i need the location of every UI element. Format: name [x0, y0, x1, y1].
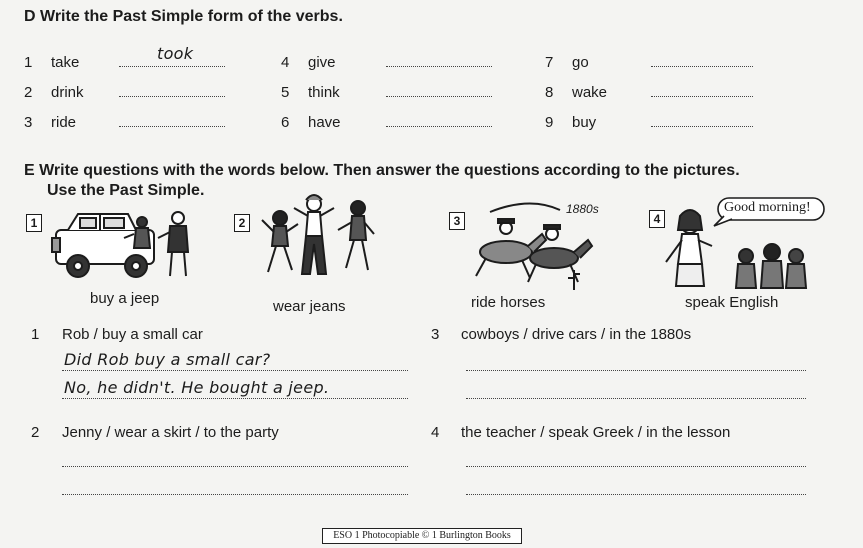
question-prompt: Rob / buy a small car	[62, 326, 203, 343]
answer-line[interactable]	[62, 494, 408, 495]
picture-caption: speak English	[685, 294, 779, 311]
item-number: 2	[24, 84, 33, 101]
item-number: 1	[24, 54, 33, 71]
question-prompt: Jenny / wear a skirt / to the party	[62, 424, 279, 441]
item-number: 6	[281, 114, 290, 131]
verb-label: have	[308, 114, 341, 131]
answer-line[interactable]	[466, 398, 806, 399]
answer-line[interactable]	[651, 96, 753, 97]
verb-label: wake	[572, 84, 608, 101]
answer-line[interactable]	[62, 398, 408, 399]
answer-line[interactable]	[651, 126, 753, 127]
picture-number: 1	[26, 214, 42, 232]
teacher-illustration	[660, 204, 810, 292]
answer-line[interactable]	[119, 66, 225, 67]
section-e-subtitle: Use the Past Simple.	[47, 182, 205, 199]
question-number: 2	[31, 424, 40, 441]
item-number: 4	[281, 54, 290, 71]
question-line[interactable]	[62, 370, 408, 371]
question-line[interactable]	[466, 370, 806, 371]
picture-number: 2	[234, 214, 250, 232]
answer-line[interactable]	[386, 66, 492, 67]
speech-text: Good morning!	[724, 200, 811, 215]
question-number: 3	[431, 326, 440, 343]
answer-line[interactable]	[466, 494, 806, 495]
section-d-title: D Write the Past Simple form of the verbs.	[24, 8, 343, 25]
picture-caption: ride horses	[471, 294, 546, 311]
question-line[interactable]	[62, 466, 408, 467]
question-handwritten: Did Rob buy a small car?	[64, 350, 271, 369]
picture-number: 3	[449, 212, 465, 230]
question-prompt: the teacher / speak Greek / in the lesson	[461, 424, 731, 441]
cowboys-illustration	[470, 200, 600, 292]
picture-caption: buy a jeep	[90, 290, 160, 307]
answer-line[interactable]	[651, 66, 753, 67]
answer-handwritten: No, he didn't. He bought a jeep.	[64, 378, 330, 397]
item-number: 7	[545, 54, 554, 71]
answer-line[interactable]	[119, 126, 225, 127]
verb-label: think	[308, 84, 340, 101]
section-e-title: E Write questions with the words below. Then answer the questions according to the pictures.	[24, 162, 740, 179]
dancers-illustration	[258, 192, 378, 290]
question-prompt: cowboys / drive cars / in the 1880s	[461, 326, 692, 343]
verb-label: buy	[572, 114, 597, 131]
picture-caption: wear jeans	[273, 298, 346, 315]
photocopiable-footer: ESO 1 Photocopiable © 1 Burlington Books	[322, 528, 522, 544]
verb-label: drink	[51, 84, 84, 101]
item-number: 9	[545, 114, 554, 131]
answer-line[interactable]	[386, 96, 492, 97]
item-number: 8	[545, 84, 554, 101]
question-number: 1	[31, 326, 40, 343]
verb-label: ride	[51, 114, 77, 131]
verb-label: give	[308, 54, 336, 71]
answer-handwritten: took	[157, 44, 194, 63]
verb-label: go	[572, 54, 589, 71]
jeep-illustration	[50, 208, 200, 288]
item-number: 3	[24, 114, 33, 131]
question-line[interactable]	[466, 466, 806, 467]
item-number: 5	[281, 84, 290, 101]
year-label: 1880s	[566, 202, 599, 216]
verb-label: take	[51, 54, 80, 71]
picture-number: 4	[649, 210, 665, 228]
answer-line[interactable]	[119, 96, 225, 97]
answer-line[interactable]	[386, 126, 492, 127]
question-number: 4	[431, 424, 440, 441]
